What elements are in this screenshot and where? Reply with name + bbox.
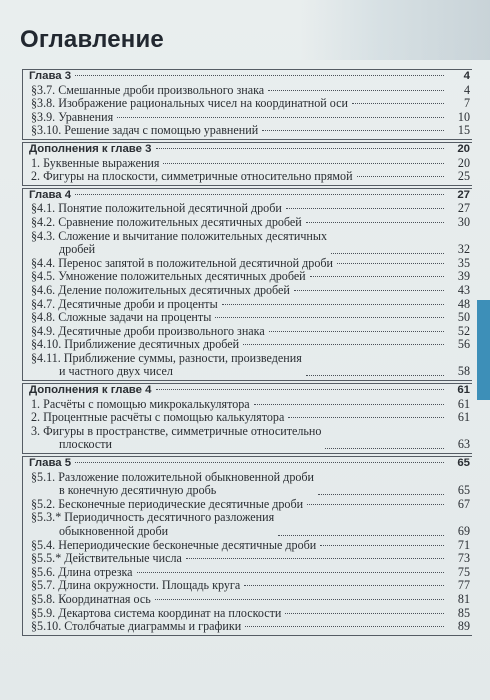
toc-entry-label: §5.6. Длина отрезка <box>31 564 133 579</box>
toc-section-title-row[interactable] <box>23 143 472 157</box>
dot-leader <box>137 572 444 573</box>
dot-leader <box>325 448 444 449</box>
toc-entry-label-line2: дробей <box>59 242 96 257</box>
page-number: 43 <box>457 282 470 297</box>
toc-section-title: Глава 5 <box>29 457 72 470</box>
dot-leader <box>254 404 444 405</box>
dot-leader <box>352 103 444 104</box>
toc-entry-label-line2: и частного двух чисел <box>59 364 173 379</box>
bleed-through-shadow <box>300 0 490 60</box>
dot-leader <box>156 148 445 149</box>
dot-leader <box>222 304 444 305</box>
page-number: 15 <box>457 123 470 138</box>
toc-entry[interactable] <box>23 338 472 352</box>
toc-entry[interactable] <box>23 284 472 298</box>
dot-leader <box>75 194 444 195</box>
toc-entry[interactable] <box>23 111 472 125</box>
dot-leader <box>117 117 444 118</box>
page-number: 61 <box>457 410 470 425</box>
toc-entry-label: §5.8. Координатная ось <box>31 591 151 606</box>
page-number: 27 <box>457 188 470 201</box>
page-number: 50 <box>457 310 470 325</box>
dot-leader <box>262 130 444 131</box>
toc-entry[interactable] <box>23 216 472 230</box>
toc-entry[interactable] <box>23 170 472 184</box>
toc-entry-label: §3.8. Изображение рациональных чисел на координатной оси <box>31 96 348 111</box>
toc-entry-label-line1: §4.3. Сложение и вычитание положительных десятичных <box>31 228 328 243</box>
page-number: 20 <box>457 142 470 155</box>
toc-entry-label-line1: §5.3.* Периодичность десятичного разложения <box>31 510 275 525</box>
toc-entry[interactable] <box>23 411 472 425</box>
toc-entry-label-line2: плоскости <box>59 437 112 452</box>
page-title: Оглавление <box>20 26 164 53</box>
toc-entry-label <box>23 230 327 257</box>
page-number: 4 <box>463 70 470 82</box>
page-number: 89 <box>457 619 470 634</box>
toc-entry-label-line2: в конечную десятичную дробь <box>59 483 217 498</box>
page-number: 85 <box>457 605 470 620</box>
toc-entry[interactable] <box>23 539 472 553</box>
toc-entry[interactable] <box>23 579 472 593</box>
dot-leader <box>288 417 444 418</box>
toc-section-title-row[interactable] <box>23 189 472 203</box>
page-number: 30 <box>457 214 470 229</box>
page-number: 39 <box>457 269 470 284</box>
dot-leader <box>244 585 444 586</box>
toc-entry-label: §4.8. Сложные задачи на проценты <box>31 310 212 325</box>
toc-entry-label: §4.4. Перенос запятой в положительной десятичной дроби <box>31 255 334 270</box>
toc-entry[interactable] <box>23 124 472 138</box>
toc-entry-label: §5.10. Столбчатые диаграммы и графики <box>31 619 242 634</box>
dot-leader <box>357 176 444 177</box>
page-number: 52 <box>457 323 470 338</box>
toc-section-title-row[interactable] <box>23 457 472 471</box>
toc-entry[interactable] <box>23 202 472 216</box>
page-number: 32 <box>457 242 470 257</box>
page-number: 65 <box>457 457 470 470</box>
toc-entry-label <box>23 352 302 379</box>
toc-entry-label: §3.7. Смешанные дроби произвольного знака <box>31 82 265 97</box>
page-number: 63 <box>457 437 470 452</box>
toc-entry[interactable] <box>23 471 472 498</box>
dot-leader <box>310 276 444 277</box>
toc-entry-label: §4.5. Умножение положительных десятичных дробей <box>31 269 306 284</box>
toc-entry[interactable] <box>23 257 472 271</box>
toc-entry[interactable] <box>23 593 472 607</box>
table-of-contents <box>22 69 472 636</box>
toc-section-title: Глава 3 <box>29 70 72 82</box>
page-number: 77 <box>457 578 470 593</box>
toc-section-title: Дополнения к главе 4 <box>29 384 152 397</box>
toc-entry-label: 1. Буквенные выражения <box>31 155 160 170</box>
toc-entry-label: §4.1. Понятие положительной десятичной дроби <box>31 201 282 216</box>
toc-entry-label: §4.7. Десятичные дроби и проценты <box>31 296 218 311</box>
toc-entry[interactable] <box>23 552 472 566</box>
dot-leader <box>320 545 444 546</box>
toc-entry[interactable] <box>23 157 472 171</box>
toc-entry-label: §3.10. Решение задач с помощью уравнений <box>31 123 259 138</box>
toc-section <box>22 69 472 140</box>
edge-color-tab <box>477 300 490 400</box>
toc-section <box>22 456 472 636</box>
page-number: 73 <box>457 551 470 566</box>
toc-entry[interactable] <box>23 498 472 512</box>
toc-entry-label: §5.5.* Действительные числа <box>31 551 182 566</box>
toc-entry[interactable] <box>23 230 472 257</box>
dot-leader <box>318 494 444 495</box>
page-number: 67 <box>457 496 470 511</box>
dot-leader <box>285 613 444 614</box>
dot-leader <box>306 375 444 376</box>
toc-entry-label: §5.9. Декартова система координат на плоскости <box>31 605 282 620</box>
dot-leader <box>155 599 444 600</box>
toc-entry-label: §3.9. Уравнения <box>31 109 114 124</box>
dot-leader <box>269 331 444 332</box>
page-number: 69 <box>457 524 470 538</box>
toc-entry-label-line1: §5.1. Разложение положительной обыкновенной дроби <box>31 469 315 484</box>
dot-leader <box>156 389 445 390</box>
page-number: 10 <box>457 109 470 124</box>
toc-entry[interactable] <box>23 270 472 284</box>
toc-entry[interactable] <box>23 325 472 339</box>
toc-section <box>22 188 472 381</box>
toc-entry[interactable] <box>23 84 472 98</box>
page-number: 27 <box>457 201 470 216</box>
toc-entry-label-line1: §4.11. Приближение суммы, разности, произведения <box>31 350 302 365</box>
toc-entry-label: §5.7. Длина окружности. Площадь круга <box>31 578 241 593</box>
page-number: 4 <box>463 82 470 97</box>
dot-leader <box>278 535 444 536</box>
page-number: 71 <box>457 537 470 552</box>
dot-leader <box>337 263 444 264</box>
toc-entry-label: 1. Расчёты с помощью микрокалькулятора <box>31 396 250 411</box>
toc-entry-label: §5.4. Непериодические бесконечные десятичные дроби <box>31 537 317 552</box>
page-number: 61 <box>457 396 470 411</box>
dot-leader <box>75 75 444 76</box>
toc-entry[interactable] <box>23 97 472 111</box>
page-number: 81 <box>457 591 470 606</box>
dot-leader <box>306 222 444 223</box>
dot-leader <box>215 317 444 318</box>
toc-entry-label-line2: обыкновенной дроби <box>59 524 169 538</box>
toc-entry[interactable] <box>23 620 472 634</box>
toc-entry[interactable] <box>23 607 472 621</box>
toc-section-title: Дополнения к главе 3 <box>29 142 152 155</box>
toc-entry[interactable] <box>23 511 472 538</box>
dot-leader <box>307 504 444 505</box>
page-number: 48 <box>457 296 470 311</box>
dot-leader <box>245 626 444 627</box>
page-number: 25 <box>457 169 470 184</box>
page-number: 58 <box>457 364 470 379</box>
dot-leader <box>268 90 444 91</box>
page-number: 56 <box>457 337 470 352</box>
toc-section <box>22 383 472 454</box>
dot-leader <box>186 558 444 559</box>
dot-leader <box>286 208 444 209</box>
toc-entry[interactable] <box>23 425 472 452</box>
toc-entry-label: §4.9. Десятичные дроби произвольного знака <box>31 323 265 338</box>
toc-entry-label: §5.2. Бесконечные периодические десятичные дроби <box>31 496 304 511</box>
toc-entry[interactable] <box>23 311 472 325</box>
dot-leader <box>243 344 444 345</box>
toc-section-title-row[interactable] <box>23 70 472 84</box>
toc-entry-label: 2. Фигуры на плоскости, симметричные относительно прямой <box>31 169 353 184</box>
toc-entry-label-line1: 3. Фигуры в пространстве, симметричные относительно <box>31 423 322 438</box>
page-number: 65 <box>457 483 470 498</box>
toc-entry-label: 2. Процентные расчёты с помощью калькулятора <box>31 410 285 425</box>
toc-entry-label <box>23 471 314 498</box>
toc-entry-label: §4.10. Приближение десятичных дробей <box>31 337 240 352</box>
page-number: 61 <box>457 384 470 397</box>
toc-entry-label: §4.6. Деление положительных десятичных дробей <box>31 282 290 297</box>
dot-leader <box>75 462 444 463</box>
toc-section <box>22 142 472 186</box>
toc-entry-label: §4.2. Сравнение положительных десятичных дробей <box>31 214 302 229</box>
page-number: 7 <box>463 96 470 111</box>
toc-section-title-row[interactable] <box>23 384 472 398</box>
dot-leader <box>163 163 444 164</box>
toc-entry-label <box>23 425 321 452</box>
page-number: 20 <box>457 155 470 170</box>
dot-leader <box>294 290 444 291</box>
toc-entry[interactable] <box>23 298 472 312</box>
dot-leader <box>331 253 444 254</box>
page-number: 35 <box>457 255 470 270</box>
toc-entry-label <box>23 511 274 538</box>
toc-entry[interactable] <box>23 398 472 412</box>
toc-entry[interactable] <box>23 566 472 580</box>
toc-entry[interactable] <box>23 352 472 379</box>
page-number: 75 <box>457 564 470 579</box>
toc-section-title: Глава 4 <box>29 188 72 201</box>
